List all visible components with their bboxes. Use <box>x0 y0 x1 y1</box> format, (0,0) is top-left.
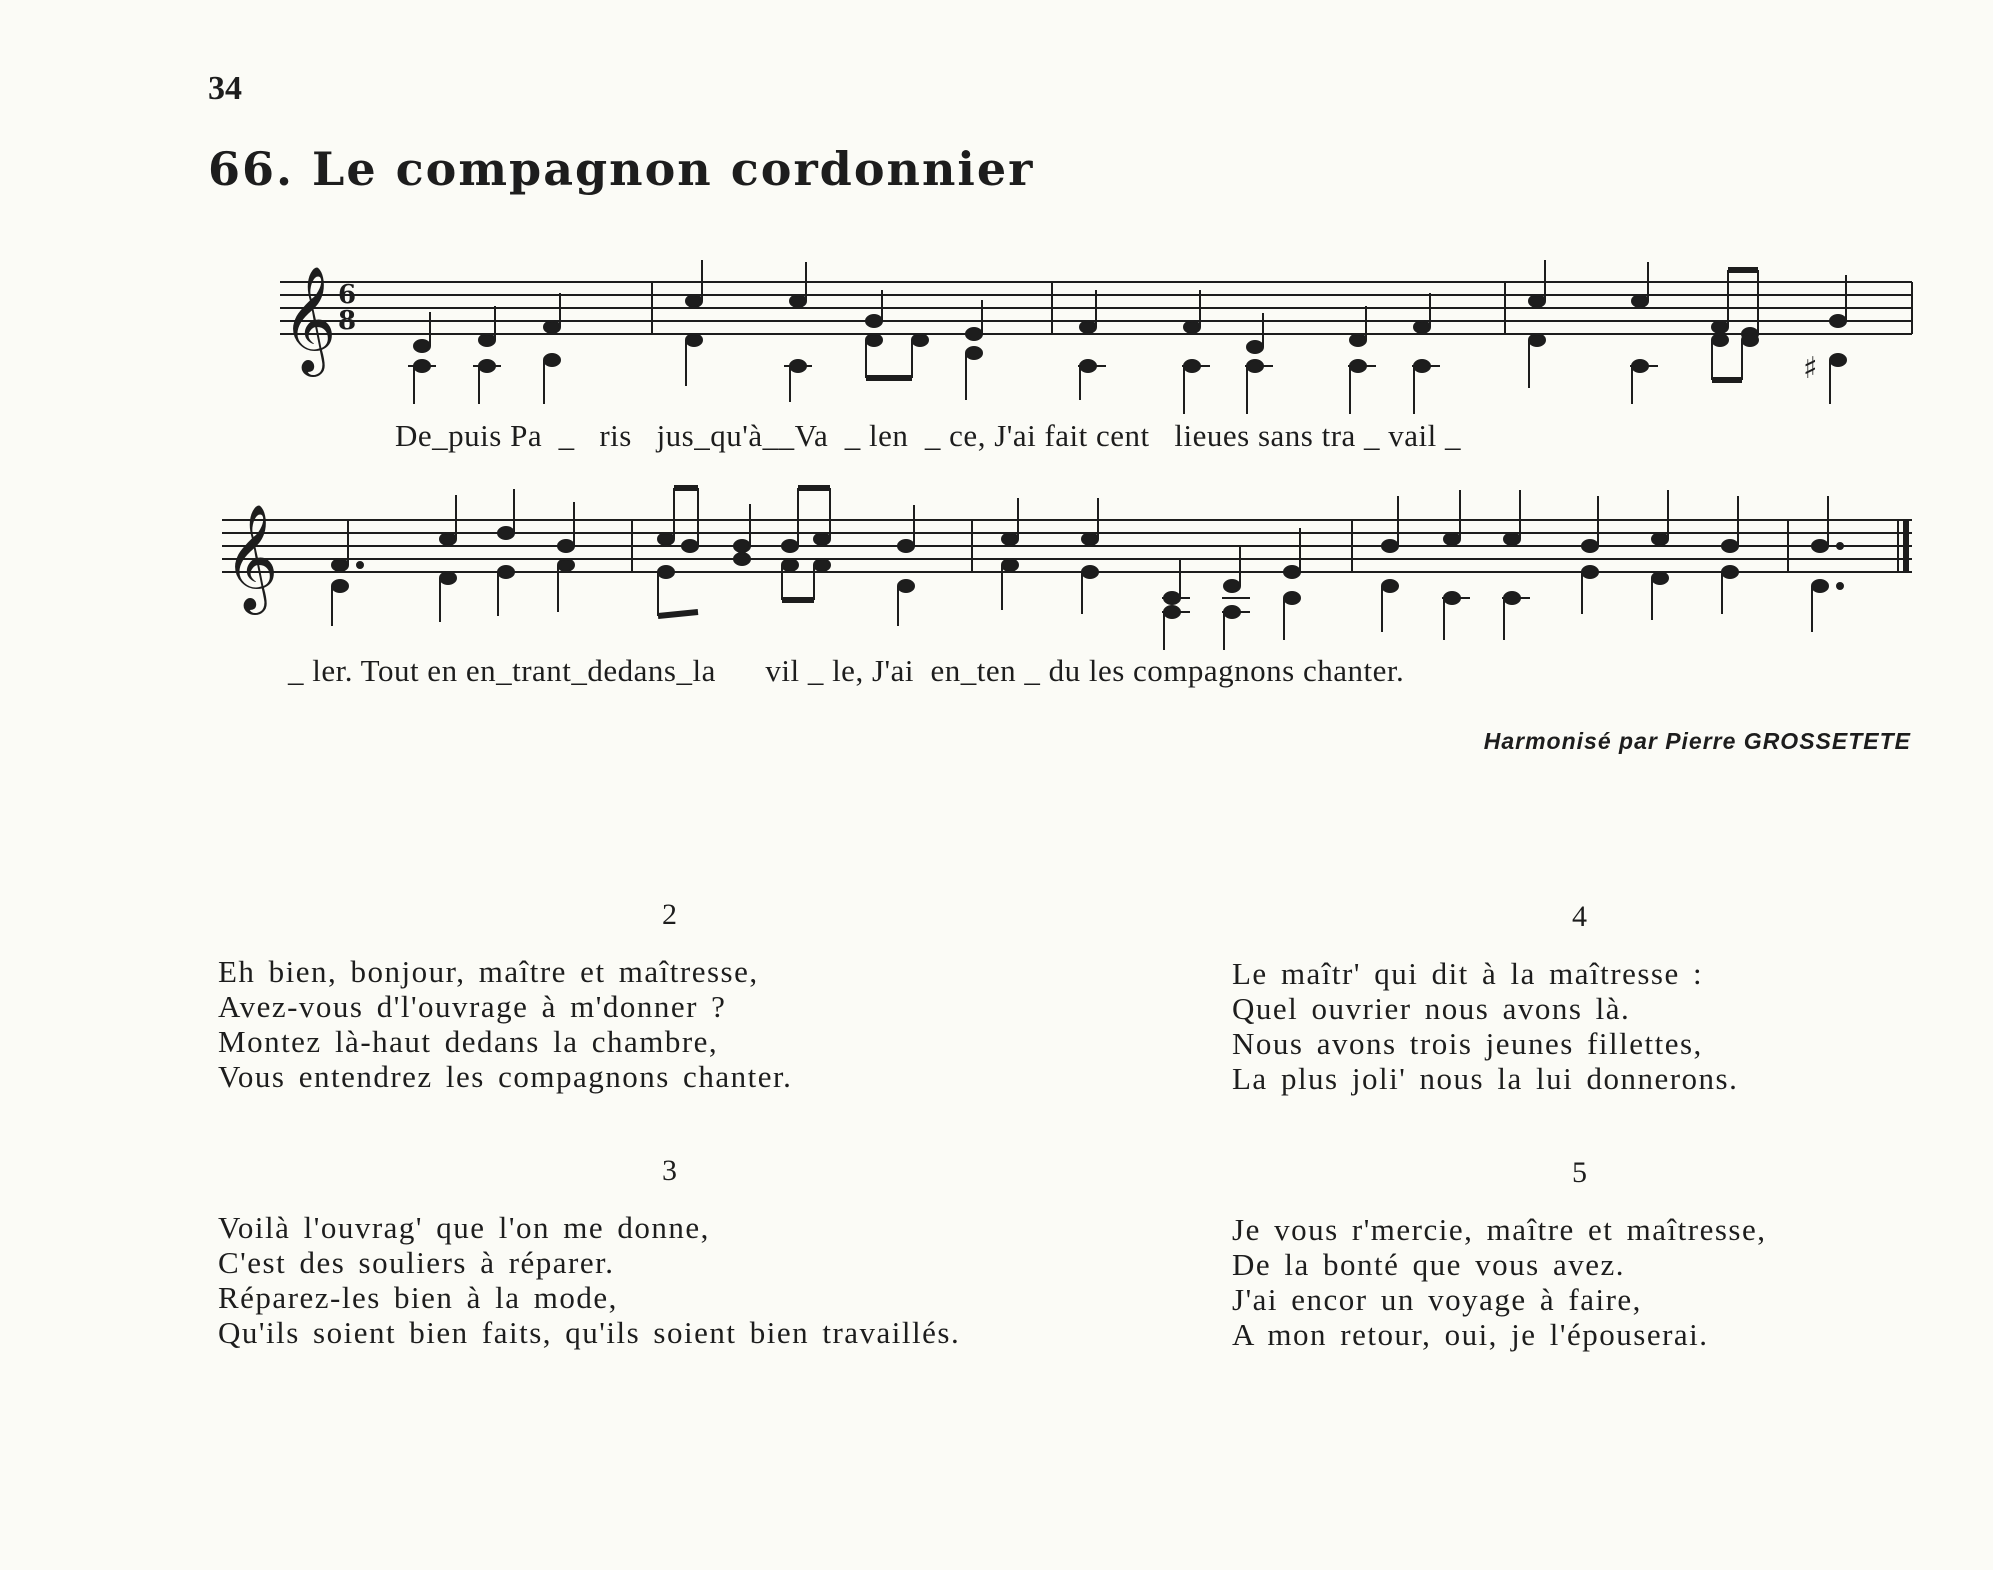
verse-line: Eh bien, bonjour, maître et maîtresse, <box>218 954 759 989</box>
verse-number: 3 <box>662 1154 677 1187</box>
page-number: 34 <box>208 70 242 107</box>
verse-5 <box>1232 1156 1932 1352</box>
verse-line: La plus joli' nous la lui donnerons. <box>1232 1061 1739 1096</box>
verse-line: Nous avons trois jeunes fillettes, <box>1232 1026 1703 1061</box>
staff-2-lines <box>222 520 1912 572</box>
song-title: 66. Le compagnon cordonnier <box>208 142 1035 196</box>
treble-clef-icon-2: 𝄞 <box>224 503 279 610</box>
harmonization-credit: Harmonisé par Pierre GROSSETETE <box>1483 728 1911 754</box>
verse-line: J'ai encor un voyage à faire, <box>1232 1282 1642 1317</box>
treble-clef-icon: 𝄞 <box>282 265 337 372</box>
verse-line: Le maîtr' qui dit à la maîtresse : <box>1232 956 1704 991</box>
verse-number: 2 <box>662 898 677 931</box>
lyrics-line-1: De_puis Pa _ ris jus_qu'à__Va _ len _ ce, J'ai fait cent lieues sans tra _ vail _ <box>395 418 1462 453</box>
time-signature-bottom: 8 <box>338 306 357 336</box>
verse-line: De la bonté que vous avez. <box>1232 1247 1625 1282</box>
staff-1-notes <box>414 260 1846 353</box>
verse-line: Avez-vous d'l'ouvrage à m'donner ? <box>218 989 727 1024</box>
verse-3 <box>218 1154 961 1350</box>
verse-line: Je vous r'mercie, maître et maîtresse, <box>1232 1212 1767 1247</box>
verse-line: Réparez-les bien à la mode, <box>218 1280 618 1315</box>
music-score <box>0 0 1993 760</box>
verse-line: Montez là-haut dedans la chambre, <box>218 1024 719 1059</box>
sharp-icon: ♯ <box>1803 351 1818 386</box>
verse-number: 4 <box>1572 900 1587 933</box>
verse-line: Quel ouvrier nous avons là. <box>1232 991 1631 1026</box>
verse-number: 5 <box>1572 1156 1587 1189</box>
verse-4 <box>1232 900 1932 1096</box>
lyrics-line-2: _ ler. Tout en en_trant_dedans_la vil _ le, J'ai en_ten _ du les compagnons chanter. <box>288 653 1405 688</box>
verse-line: Voilà l'ouvrag' que l'on me donne, <box>218 1210 710 1245</box>
time-signature-top: 6 <box>338 280 357 310</box>
staff-1-bass-notes <box>414 334 1846 414</box>
verse-line: C'est des souliers à réparer. <box>218 1245 615 1280</box>
verse-line: Vous entendrez les compagnons chanter. <box>218 1059 793 1094</box>
verse-line: A mon retour, oui, je l'épouserai. <box>1232 1317 1709 1352</box>
staff-2-notes <box>332 488 1843 650</box>
verse-2 <box>218 898 918 1094</box>
ledger-lines <box>408 366 1658 612</box>
verse-line: Qu'ils soient bien faits, qu'ils soient bien travaillés. <box>218 1315 961 1350</box>
